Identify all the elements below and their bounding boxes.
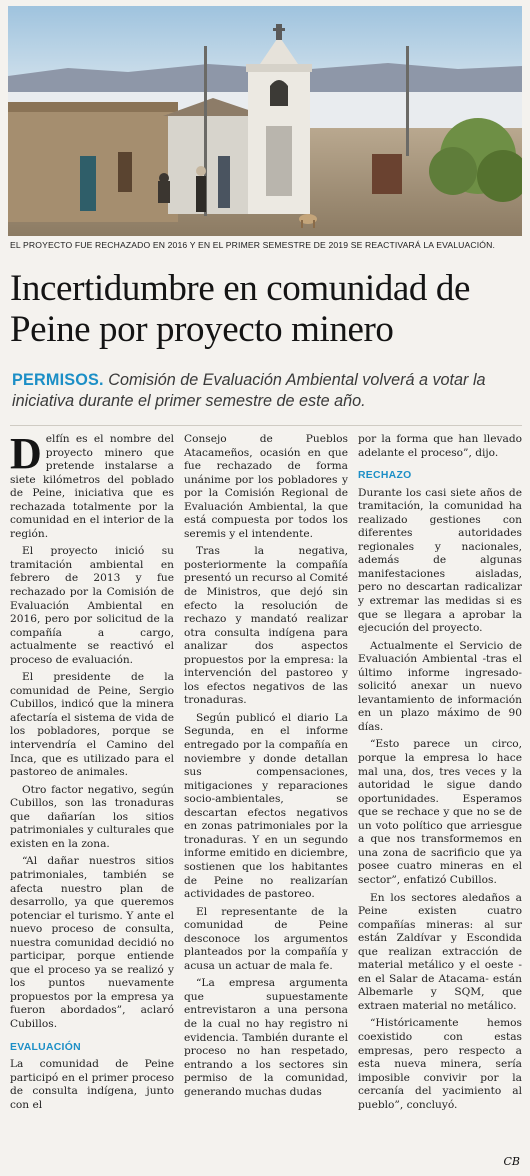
paragraph: “La empresa argumenta que supuestamente entrevistaron a una persona de la cual no hay registro ni evidencia. También durante el proceso no han respetado, entrando a los sectores sin permiso de la comunidad, generando muchas dudas [184, 977, 348, 1098]
paragraph: Durante los casi siete años de tramitación, la comunidad ha realizado gestiones con diferentes autoridades regionales y nacionales, además de algunas manifestaciones aisladas, pero no descartan radicalizar y extremar las medidas si es que se llegara a aprobar la ejecución del proyecto. [358, 486, 522, 635]
paragraph: El representante de la comunidad de Peine desconoce los argumentos planteados por la compañía y acusa un actuar de mala fe. [184, 905, 348, 972]
village-church-photo [8, 6, 522, 236]
section-kicker: PERMISOS. [12, 371, 104, 389]
paragraph: Consejo de Pueblos Atacameños, ocasión en que fue rechazado de forma unánime por los pobladores y por la Comisión Regional de Evaluación Ambiental, la que está compuesta por todos los seremis y el intendente. [184, 433, 348, 540]
column-2 [184, 433, 348, 1103]
section-heading-evaluacion: EVALUACIÓN [10, 1041, 81, 1053]
paragraph: Tras la negativa, posteriormente la compañía presentó un recurso al Comité de Ministros, que dejó sin efecto la resolución de rechazo y mandató realizar otra consulta indígena para analizar dos aspectos propuestos por la empresa: la intervención del pastoreo y los efectos negativos de las tronaduras. [184, 545, 348, 707]
paragraph: El proyecto inició su tramitación ambiental en febrero de 2013 y fue rechazado por la Comisión de Evaluación Ambiental en 2016, pero por solicitud de la compañía a cargo, actualmente se reactivó el proceso de evaluación. [10, 545, 174, 666]
paragraph: por la forma que han llevado adelante el proceso”, dijo. [358, 433, 522, 459]
column-1 [10, 429, 174, 1116]
paragraph: La comunidad de Peine participó en el primer proceso de consulta indígena, junto con el [10, 1058, 174, 1111]
divider [10, 425, 522, 426]
paragraph: “Esto parece un circo, porque la empresa lo hace mal una, dos, tres veces y la autoridad le sigue dando oportunidades. Esperamos que se rechace y que no se de un voto político que arriesgue a que nos transformemos en una zona de sacrificio que ya posee cuatro mineras en el sector”, enfatizó Cubillos. [358, 738, 522, 886]
paragraph: El presidente de la comunidad de Peine, Sergio Cubillos, indicó que la minera afectaría el sistema de vida de los pobladores, porque se intervendría el Camino del Inca, que es utilizado para el pastoreo de animales. [10, 671, 174, 779]
paragraph: “Históricamente hemos coexistido con estas empresas, pero respecto a esta nueva minera, sería imposible convivir por la cercanía del yacimiento al pueblo”, concluyó. [358, 1017, 522, 1111]
paragraph-text: elfín es el nombre del proyecto minero que pretende instalarse a siete kilómetros del poblado de Peine, iniciativa que es rechazada totalmente por la comunidad en el interior de la región. [10, 433, 174, 540]
dropcap: D [10, 429, 42, 478]
article-subhead [12, 370, 520, 412]
paragraph: En los sectores aledaños a Peine existen cuatro compañías mineras: al sur están Zaldívar y Escondida que realizan extracción de material metálico y el oeste -en el Salar de Atacama- están Albemarle y SQM, que extraen material no metálico. [358, 891, 522, 1012]
article-photo [8, 6, 522, 236]
paragraph: Según publicó el diario La Segunda, en el informe entregado por la compañía en noviembre y donde detallan sus compensaciones, mitigaciones y reparaciones socio-ambientales, se descartan efectos negativos en zonas patrimoniales por la tronaduras. Y en un segundo informe emitido en diciembre, sostienen que los habitantes de Peine no realizarían actividades de pastoreo. [184, 711, 348, 901]
article-headline: Incertidumbre en comunidad de Peine por proyecto minero [10, 268, 470, 350]
photo-caption: EL PROYECTO FUE RECHAZADO EN 2016 Y EN EL PRIMER SEMESTRE DE 2019 SE REACTIVARÁ LA EVALUACIÓN. [10, 240, 495, 250]
paragraph [10, 429, 174, 541]
paragraph: Actualmente el Servicio de Evaluación Ambiental -tras el último informe ingresado- solicitó anexar un nuevo levantamiento de información en un plazo máximo de 90 días. [358, 639, 522, 733]
paragraph: Otro factor negativo, según Cubillos, son las tronaduras que dañarían los sitios patrimoniales y culturales que existen en la zona. [10, 783, 174, 850]
column-3 [358, 433, 522, 1116]
author-signature: CB [503, 1155, 520, 1168]
subhead-text: Comisión de Evaluación Ambiental volverá a votar la iniciativa durante el primer semestre de este año. [12, 371, 486, 410]
paragraph: “Al dañar nuestros sitios patrimoniales, también se afecta nuestro plan de desarrollo, ya que queremos potenciar el turismo. Y ante el nuevo proceso de consulta, nuestra comunidad decidió no participar, porque entiende que el proceso ya se realizó y los puntos nuevamente propuestos por la empresa ya fueron abordados”, aclaró Cubillos. [10, 855, 174, 1030]
section-heading-rechazo: RECHAZO [358, 470, 412, 482]
article-body [10, 429, 522, 1171]
